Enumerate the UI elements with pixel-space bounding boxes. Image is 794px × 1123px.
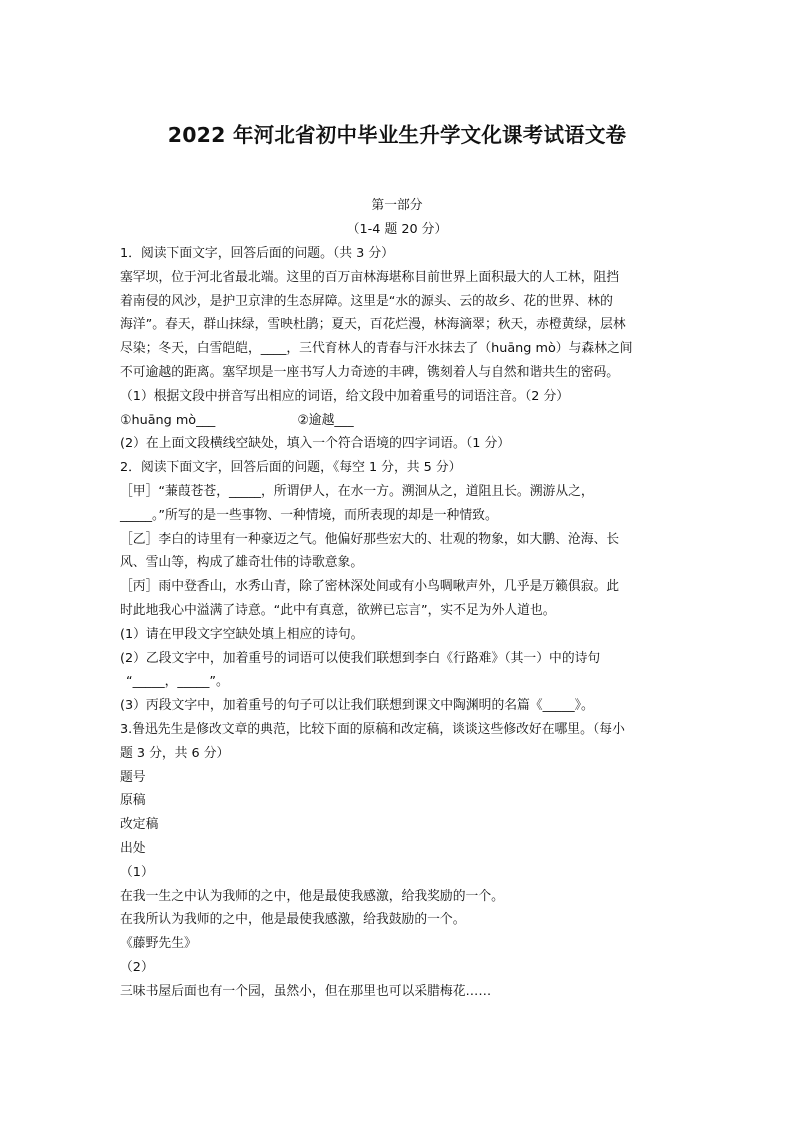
text-line: (1）请在甲段文字空缺处填上相应的诗句。 xyxy=(120,626,364,642)
q1-sub-a: ①huāng mò___ xyxy=(120,412,216,428)
text-line: 风、雪山等，构成了雄奇壮伟的诗歌意象。 xyxy=(120,555,364,571)
table-cell: （2） xyxy=(120,959,154,975)
text-line: “_____，_____”。 xyxy=(126,674,229,690)
table-cell: 在我所认为我师的之中，他是最使我感激，给我鼓励的一个。 xyxy=(120,912,466,928)
part-range: （1-4 题 20 分） xyxy=(346,222,448,237)
text-line: 时此地我心中溢满了诗意。“此中有真意，欲辨已忘言”，实不足为外人道也。 xyxy=(120,602,556,618)
table-cell: （1） xyxy=(120,864,154,880)
part-label: 第一部分 xyxy=(371,198,423,213)
text-line: ［乙］李白的诗里有一种豪迈之气。他偏好那些宏大的、壮观的物象，如大鹏、沧海、长 xyxy=(120,531,620,547)
text-line: 题 3 分，共 6 分） xyxy=(120,745,230,761)
table-cell: 《藤野先生》 xyxy=(120,936,197,952)
text-line: 塞罕坝，位于河北省最北端。这里的百万亩林海堪称目前世界上面积最大的人工林，阻挡 xyxy=(120,269,620,285)
text-line: 海洋”。春天，群山抹绿，雪映杜鹃；夏天，百花烂漫，林海滴翠；秋天，赤橙黄绿，层林 xyxy=(120,317,626,333)
table-cell: 出处 xyxy=(120,840,146,856)
document-title: 2022 年河北省初中毕业生升学文化课考试语文卷 xyxy=(167,123,627,147)
text-line: 着南侵的风沙，是护卫京津的生态屏障。这里是“水的源头、云的故乡、花的世界、林的 xyxy=(120,293,613,309)
table-cell: 改定稿 xyxy=(120,817,159,833)
text-line: ［丙］雨中登香山，水秀山青，除了密林深处间或有小鸟啁啾声外，几乎是万籁俱寂。此 xyxy=(120,579,620,595)
table-cell: 在我一生之中认为我师的之中，他是最使我感激，给我奖励的一个。 xyxy=(120,888,504,904)
text-line: 1．阅读下面文字，回答后面的问题。（共 3 分） xyxy=(120,246,394,261)
text-line: 2．阅读下面文字，回答后面的问题，《每空 1 分，共 5 分） xyxy=(120,460,462,476)
q1-sub-answers xyxy=(120,409,680,433)
document-body xyxy=(120,242,680,1004)
text-line: 尽染；冬天，白雪皑皑，____，三代育林人的青春与汗水抹去了（huāng mò）与森林之间 xyxy=(120,341,633,357)
text-line: (3）丙段文字中，加着重号的句子可以让我们联想到课文中陶渊明的名篇《_____》。 xyxy=(120,698,594,714)
text-line: 3.鲁迅先生是修改文章的典范，比较下面的原稿和改定稿，谈谈这些修改好在哪里。（每小 xyxy=(120,721,625,737)
text-line: （1）根据文段中拼音写出相应的词语，给文段中加着重号的词语注音。（2 分） xyxy=(120,388,570,404)
text-line: 不可逾越的距离。塞罕坝是一座书写人力奇迹的丰碑，镌刻着人与自然和谐共生的密码。 xyxy=(120,364,620,380)
text-line: _____。”所写的是一些事物、一种情境，而所表现的却是一种情致。 xyxy=(120,507,498,523)
table-cell: 原稿 xyxy=(120,793,146,809)
table-cell: 三味书屋后面也有一个园，虽然小，但在那里也可以采腊梅花…… xyxy=(120,983,492,999)
text-line: (2）在上面文段横线空缺处，填入一个符合语境的四字词语。（1 分） xyxy=(120,436,511,452)
q1-sub-b: ②逾越___ xyxy=(297,412,354,428)
table-cell: 题号 xyxy=(120,769,146,785)
text-line: (2）乙段文字中，加着重号的词语可以使我们联想到李白《行路难》（其一）中的诗句 xyxy=(120,650,601,666)
text-line: ［甲］“蒹葭苍苍，_____，所谓伊人，在水一方。溯洄从之，道阻且长。溯游从之， xyxy=(120,483,594,499)
